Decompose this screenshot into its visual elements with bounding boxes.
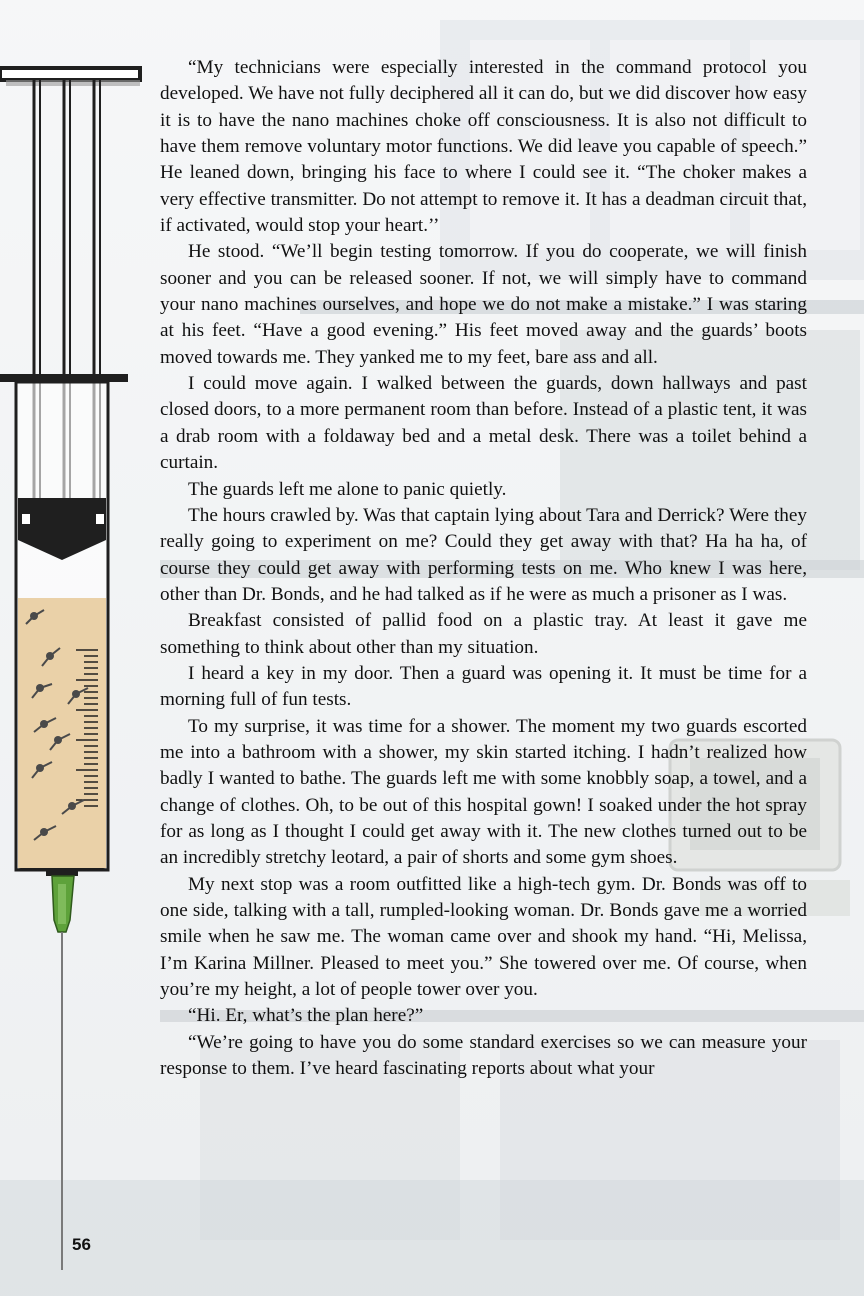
paragraph: “We’re going to have you do some standard exercises so we can measure your response to them. I’ve heard fascinating reports about what your (160, 1031, 807, 1080)
syringe-icon (0, 0, 150, 1296)
paragraph: He stood. “We’ll begin testing tomorrow. If you do cooperate, we will finish sooner and you can be released sooner. If not, we will simply have to command your nano machines ourselves, and hope we do not make a mistake.” I was staring at his feet. “Have a good evening.” His feet moved away and the guards’ boots moved towards me. They yanked me to my feet, bare ass and all. (160, 241, 807, 368)
paragraph: I could move again. I walked between the guards, down hallways and past closed doors, to a more permanent room than before. Instead of a plastic tent, it was a drab room with a foldaway bed and a metal desk. There was a toilet behind a curtain. (160, 373, 807, 474)
paragraph: The hours crawled by. Was that captain lying about Tara and Derrick? Were they really going to experiment on me? Could they get away with that? Ha ha ha, of course they could get away with performing tests on me. Who knew I was here, other than Dr. Bonds, and he had talked as if he were as much a prisoner as I was. (160, 504, 807, 605)
paragraph: My next stop was a room outfitted like a high-tech gym. Dr. Bonds was off to one side, talking with a tall, rumpled-looking woman. Dr. Bonds gave me a worried smile when he saw me. The woman came over and shook my hand. “Hi, Melissa, I’m Karina Millner. Pleased to meet you.” She towered over me. Of course, when you’re my height, a lot of people tower over you. (160, 873, 807, 1001)
paragraph: To my surprise, it was time for a shower. The moment my two guards escorted me into a bathroom with a shower, my skin started itching. I hadn’t realized how badly I wanted to bathe. The guards left me with some knobbly soap, a towel, and a change of clothes. Oh, to be out of this hospital gown! I soaked under the hot spray for as long as I thought I could get away with it. The new clothes turned out to be an incredibly stretchy leotard, a pair of shorts and some gym shoes. (160, 715, 807, 869)
paragraph: I heard a key in my door. Then a guard was opening it. It must be time for a morning full of fun tests. (160, 662, 807, 711)
body-text (160, 55, 807, 1082)
paragraph: “My technicians were especially interested in the command protocol you developed. We have not fully deciphered all it can do, but we did discover how easy it is to have the nano machines choke off consciousness. It is also not difficult to have them remove voluntary motor functions. We did leave you capable of speech.” He leaned down, bringing his face to where I could see it. “The choker makes a very effective transmitter. Do not attempt to remove it. It has a deadman circuit that, if activated, would stop your heart.’’ (160, 57, 807, 237)
paragraph: The guards left me alone to panic quietly. (188, 478, 507, 500)
page-number: 56 (72, 1235, 91, 1254)
paragraph: Breakfast consisted of pallid food on a plastic tray. At least it gave me something to think about other than my situation. (160, 610, 807, 658)
paragraph: “Hi. Er, what’s the plan here?” (188, 1005, 424, 1027)
